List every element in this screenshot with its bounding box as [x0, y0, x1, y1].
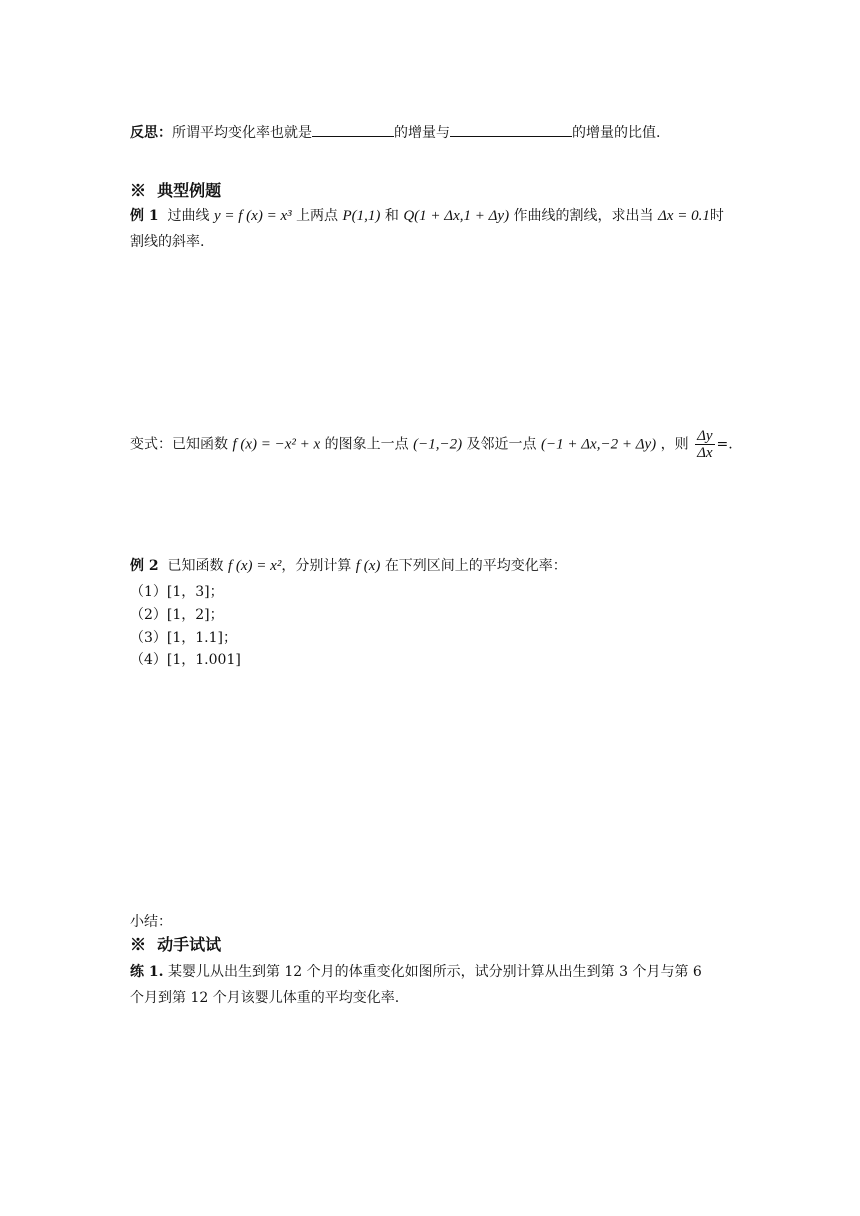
- variant-label: 变式：: [130, 436, 172, 453]
- reflection-label: 反思：: [130, 125, 172, 141]
- point-p: P(1,1): [342, 208, 381, 224]
- fraction-numerator: Δy: [697, 428, 713, 444]
- point: (−1,−2): [413, 436, 463, 453]
- example-1-text: 时: [709, 208, 724, 224]
- variant-text: 的图象上一点: [324, 436, 409, 453]
- nearby-point: (−1 + Δx,−2 + Δy): [541, 436, 657, 453]
- reflection-text-2: 的增量与: [394, 125, 450, 141]
- example-1-text: 上两点: [296, 208, 339, 224]
- function: f (x): [355, 558, 381, 574]
- example-2-text: ，分别计算: [281, 558, 352, 574]
- example-2-label: 例 2: [130, 558, 159, 574]
- section-title: 典型例题: [157, 181, 222, 200]
- condition: Δx = 0.1: [657, 208, 710, 224]
- variant-line: [130, 428, 733, 461]
- blank-2: [450, 122, 572, 137]
- list-item: （4）[1，1.001]: [130, 652, 241, 668]
- example-1-text: 和: [384, 208, 399, 224]
- example-2-text: 在下列区间上的平均变化率：: [384, 558, 567, 574]
- practice-1-line-1: [130, 962, 702, 982]
- practice-1-text: 某婴儿从出生到第 12 个月的体重变化如图所示，试分别计算从出生到第 3 个月与第 6: [167, 964, 702, 980]
- function: f (x) = −x² + x: [232, 436, 321, 453]
- list-item: （2）[1，2]；: [130, 607, 224, 623]
- variant-text: 及邻近一点: [466, 436, 537, 453]
- point-q: Q(1 + Δx,1 + Δy): [403, 208, 510, 224]
- example-1-line-2: 割线的斜率.: [130, 234, 205, 250]
- example-1-line-1: [130, 206, 724, 226]
- example-2-line: [130, 556, 567, 576]
- practice-1-line-2: 个月到第 12 个月该婴儿体重的平均变化率.: [130, 990, 400, 1006]
- reference-mark-icon: ※: [130, 935, 147, 954]
- fraction-denominator: Δx: [697, 445, 713, 461]
- reflection-text-3: 的增量的比值.: [572, 125, 661, 141]
- section-heading-practice: [130, 935, 221, 955]
- list-item: （1）[1，3]；: [130, 584, 224, 600]
- section-heading-examples: [130, 181, 221, 201]
- blank-1: [312, 122, 394, 137]
- function: f (x) = x²: [227, 558, 282, 574]
- example-1-label: 例 1: [130, 208, 159, 224]
- example-1-text: 作曲线的割线，求出当: [513, 208, 654, 224]
- example-1-text: 过曲线: [167, 208, 210, 224]
- variant-text: 已知函数: [172, 436, 228, 453]
- reflection-line: [130, 122, 660, 143]
- variant-text: ，则: [660, 436, 689, 453]
- reference-mark-icon: ※: [130, 181, 147, 200]
- section-title: 动手试试: [157, 935, 222, 954]
- list-item: （3）[1，1.1]；: [130, 630, 238, 646]
- example-2-text: 已知函数: [167, 558, 224, 574]
- practice-1-label: 练 1.: [130, 964, 164, 980]
- summary-label: 小结：: [130, 914, 172, 930]
- fraction: [695, 428, 714, 461]
- variant-tail: =.: [716, 436, 733, 453]
- equation: y = f (x) = x³: [213, 208, 292, 224]
- reflection-text-1: 所谓平均变化率也就是: [172, 125, 312, 141]
